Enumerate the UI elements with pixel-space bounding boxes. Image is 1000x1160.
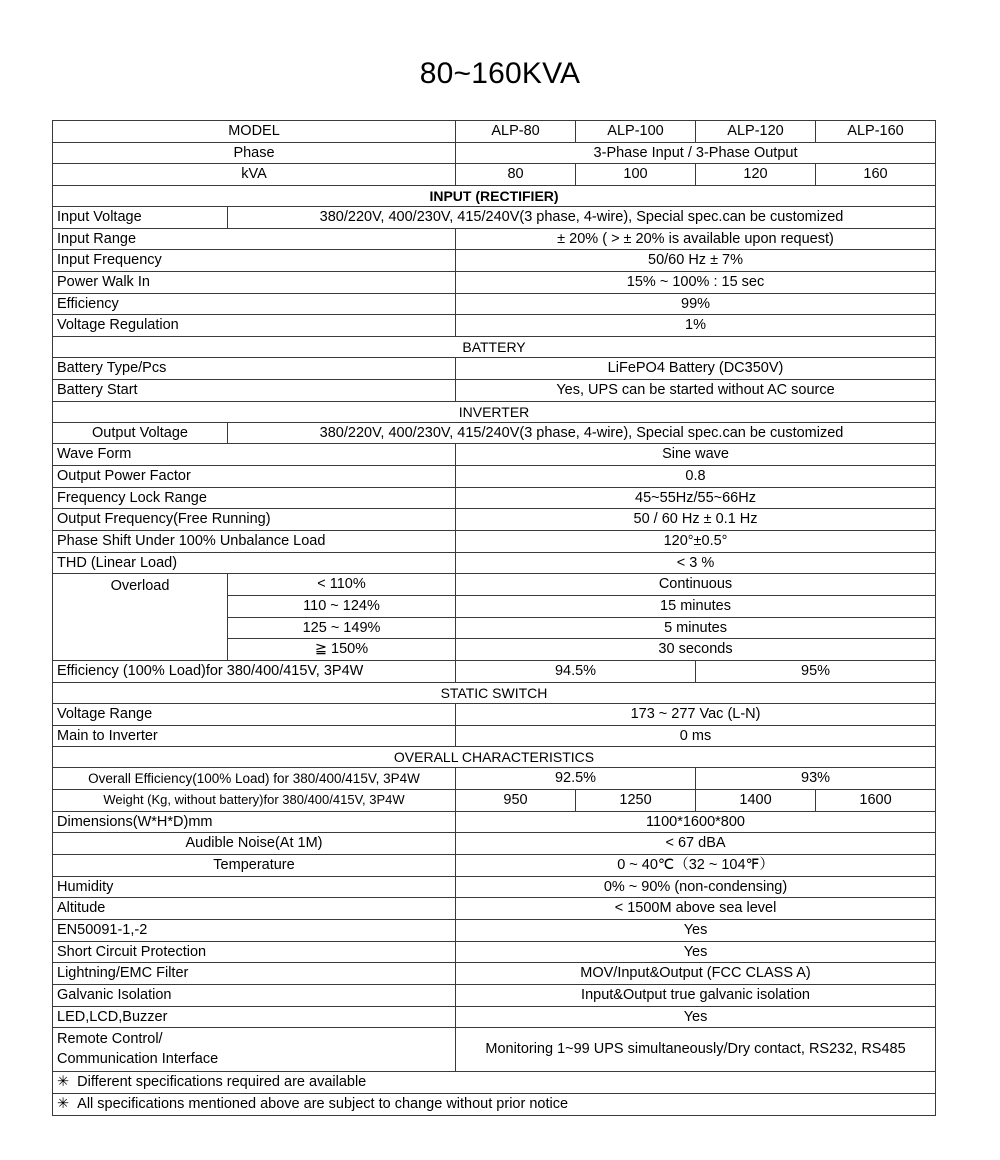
- model-col-1: ALP-80: [456, 121, 576, 143]
- row-value-ss-voltage-range: 173 ~ 277 Vac (L-N): [456, 703, 936, 725]
- kva-col-4: 160: [816, 164, 936, 186]
- row-value-wave-form: Sine wave: [456, 444, 936, 466]
- inverter-efficiency-value-1: 94.5%: [456, 661, 696, 683]
- table-row-lightning-emc-filter: [53, 963, 936, 985]
- section-header-battery: [53, 337, 936, 358]
- row-label-power-walk-in: Power Walk In: [53, 272, 456, 294]
- row-value-galvanic-isolation: Input&Output true galvanic isolation: [456, 984, 936, 1006]
- table-row-ss-voltage-range: [53, 703, 936, 725]
- row-label-thd: THD (Linear Load): [53, 552, 456, 574]
- row-value-altitude: < 1500M above sea level: [456, 898, 936, 920]
- row-value-output-voltage: 380/220V, 400/230V, 415/240V(3 phase, 4-wire), Special spec.can be customized: [228, 422, 936, 444]
- table-row-wave-form: [53, 444, 936, 466]
- table-row-weight: [53, 789, 936, 811]
- row-value-thd: < 3 %: [456, 552, 936, 574]
- note-2: [53, 1094, 936, 1116]
- row-label-output-frequency: Output Frequency(Free Running): [53, 509, 456, 531]
- specification-table: [52, 120, 936, 1116]
- table-row-led-lcd-buzzer: [53, 1006, 936, 1028]
- row-label-voltage-regulation: Voltage Regulation: [53, 315, 456, 337]
- row-value-main-to-inverter: 0 ms: [456, 725, 936, 747]
- overload-duration-4: 30 seconds: [456, 639, 936, 661]
- kva-col-1: 80: [456, 164, 576, 186]
- table-row-battery-start: [53, 379, 936, 401]
- row-label-main-to-inverter: Main to Inverter: [53, 725, 456, 747]
- row-label-remote-control: [53, 1028, 456, 1072]
- row-value-short-circuit-protection: Yes: [456, 941, 936, 963]
- table-row-phase: [53, 142, 936, 164]
- row-value-lightning-emc-filter: MOV/Input&Output (FCC CLASS A): [456, 963, 936, 985]
- section-header-static-switch: [53, 682, 936, 703]
- overall-efficiency-value-2: 93%: [696, 768, 936, 790]
- table-row-input-efficiency: [53, 293, 936, 315]
- row-value-voltage-regulation: 1%: [456, 315, 936, 337]
- table-row-temperature: [53, 854, 936, 876]
- overall-efficiency-value-1: 92.5%: [456, 768, 696, 790]
- row-label-audible-noise: Audible Noise(At 1M): [53, 833, 456, 855]
- row-value-input-frequency: 50/60 Hz ± 7%: [456, 250, 936, 272]
- row-label-weight: Weight (Kg, without battery)for 380/400/415V, 3P4W: [53, 789, 456, 811]
- phase-label: Phase: [53, 142, 456, 164]
- table-row-note-1: [53, 1072, 936, 1094]
- row-label-output-power-factor: Output Power Factor: [53, 466, 456, 488]
- section-header-inverter: [53, 401, 936, 422]
- table-row-main-to-inverter: [53, 725, 936, 747]
- row-label-overload: Overload: [53, 574, 228, 661]
- row-label-overall-efficiency: Overall Efficiency(100% Load) for 380/400/415V, 3P4W: [53, 768, 456, 790]
- row-label-phase-shift: Phase Shift Under 100% Unbalance Load: [53, 531, 456, 553]
- overload-duration-1: Continuous: [456, 574, 936, 596]
- model-label: MODEL: [53, 121, 456, 143]
- table-row-thd: [53, 552, 936, 574]
- row-value-dimensions: 1100*1600*800: [456, 811, 936, 833]
- row-value-humidity: 0% ~ 90% (non-condensing): [456, 876, 936, 898]
- table-row-remote-control: [53, 1028, 936, 1072]
- table-row-input-frequency: [53, 250, 936, 272]
- table-row-input-voltage: [53, 207, 936, 229]
- row-label-battery-start: Battery Start: [53, 379, 456, 401]
- note-1-mark: ✳: [57, 1074, 70, 1091]
- row-label-dimensions: Dimensions(W*H*D)mm: [53, 811, 456, 833]
- row-value-battery-type: LiFePO4 Battery (DC350V): [456, 358, 936, 380]
- kva-col-2: 100: [576, 164, 696, 186]
- table-row-voltage-regulation: [53, 315, 936, 337]
- row-label-humidity: Humidity: [53, 876, 456, 898]
- table-row-galvanic-isolation: [53, 984, 936, 1006]
- page-title: 80~160KVA: [419, 57, 581, 90]
- kva-label: kVA: [53, 164, 456, 186]
- section-header-overall: [53, 747, 936, 768]
- row-value-input-efficiency: 99%: [456, 293, 936, 315]
- table-row-humidity: [53, 876, 936, 898]
- section-label-inverter: INVERTER: [53, 401, 936, 422]
- table-row-overall-efficiency: [53, 768, 936, 790]
- overload-range-4: ≧ 150%: [228, 639, 456, 661]
- weight-col-4: 1600: [816, 789, 936, 811]
- weight-col-3: 1400: [696, 789, 816, 811]
- table-row-en50091: [53, 919, 936, 941]
- row-label-input-range: Input Range: [53, 228, 456, 250]
- table-row-short-circuit-protection: [53, 941, 936, 963]
- kva-col-3: 120: [696, 164, 816, 186]
- row-label-altitude: Altitude: [53, 898, 456, 920]
- table-row-dimensions: [53, 811, 936, 833]
- section-label-overall: OVERALL CHARACTERISTICS: [53, 747, 936, 768]
- section-label-battery: BATTERY: [53, 337, 936, 358]
- row-label-en50091: EN50091-1,-2: [53, 919, 456, 941]
- remote-control-label-line1: Remote Control/: [57, 1031, 163, 1048]
- section-header-input: [53, 186, 936, 207]
- overload-range-1: < 110%: [228, 574, 456, 596]
- table-row-frequency-lock-range: [53, 487, 936, 509]
- row-label-temperature: Temperature: [53, 854, 456, 876]
- section-label-static-switch: STATIC SWITCH: [53, 682, 936, 703]
- row-value-power-walk-in: 15% ~ 100% : 15 sec: [456, 272, 936, 294]
- row-label-inverter-efficiency: Efficiency (100% Load)for 380/400/415V, 3P4W: [53, 661, 456, 683]
- row-value-input-range: ± 20% ( > ± 20% is available upon request): [456, 228, 936, 250]
- table-row-model: [53, 121, 936, 143]
- inverter-efficiency-value-2: 95%: [696, 661, 936, 683]
- table-row-audible-noise: [53, 833, 936, 855]
- row-value-led-lcd-buzzer: Yes: [456, 1006, 936, 1028]
- row-label-input-efficiency: Efficiency: [53, 293, 456, 315]
- row-value-phase-shift: 120°±0.5°: [456, 531, 936, 553]
- overload-range-2: 110 ~ 124%: [228, 596, 456, 618]
- table-row-altitude: [53, 898, 936, 920]
- row-label-frequency-lock-range: Frequency Lock Range: [53, 487, 456, 509]
- row-value-temperature: 0 ~ 40℃（32 ~ 104℉）: [456, 854, 936, 876]
- row-label-battery-type: Battery Type/Pcs: [53, 358, 456, 380]
- row-label-short-circuit-protection: Short Circuit Protection: [53, 941, 456, 963]
- section-label-input: INPUT (RECTIFIER): [53, 186, 936, 207]
- table-row-power-walk-in: [53, 272, 936, 294]
- row-value-audible-noise: < 67 dBA: [456, 833, 936, 855]
- weight-col-1: 950: [456, 789, 576, 811]
- note-2-mark: ✳: [57, 1096, 70, 1113]
- row-value-frequency-lock-range: 45~55Hz/55~66Hz: [456, 487, 936, 509]
- table-row-output-power-factor: [53, 466, 936, 488]
- overload-range-3: 125 ~ 149%: [228, 617, 456, 639]
- row-label-wave-form: Wave Form: [53, 444, 456, 466]
- row-label-galvanic-isolation: Galvanic Isolation: [53, 984, 456, 1006]
- table-row-input-range: [53, 228, 936, 250]
- row-value-remote-control: Monitoring 1~99 UPS simultaneously/Dry contact, RS232, RS485: [456, 1028, 936, 1072]
- weight-col-2: 1250: [576, 789, 696, 811]
- phase-value: 3-Phase Input / 3-Phase Output: [456, 142, 936, 164]
- row-value-input-voltage: 380/220V, 400/230V, 415/240V(3 phase, 4-wire), Special spec.can be customized: [228, 207, 936, 229]
- row-value-battery-start: Yes, UPS can be started without AC source: [456, 379, 936, 401]
- model-col-4: ALP-160: [816, 121, 936, 143]
- row-label-input-frequency: Input Frequency: [53, 250, 456, 272]
- overload-duration-2: 15 minutes: [456, 596, 936, 618]
- table-row-inverter-efficiency: [53, 661, 936, 683]
- row-value-en50091: Yes: [456, 919, 936, 941]
- model-col-3: ALP-120: [696, 121, 816, 143]
- table-row-output-voltage: [53, 422, 936, 444]
- table-row-kva: [53, 164, 936, 186]
- overload-duration-3: 5 minutes: [456, 617, 936, 639]
- table-row-output-frequency: [53, 509, 936, 531]
- note-1-text: Different specifications required are available: [77, 1074, 367, 1091]
- row-label-led-lcd-buzzer: LED,LCD,Buzzer: [53, 1006, 456, 1028]
- table-row-battery-type: [53, 358, 936, 380]
- table-row-overload-1: [53, 574, 936, 596]
- table-row-phase-shift: [53, 531, 936, 553]
- row-label-output-voltage: Output Voltage: [53, 422, 228, 444]
- row-value-output-frequency: 50 / 60 Hz ± 0.1 Hz: [456, 509, 936, 531]
- remote-control-label-line2: Communication Interface: [57, 1050, 219, 1067]
- note-1: [53, 1072, 936, 1094]
- row-value-output-power-factor: 0.8: [456, 466, 936, 488]
- note-2-text: All specifications mentioned above are subject to change without prior notice: [77, 1096, 569, 1113]
- row-label-ss-voltage-range: Voltage Range: [53, 703, 456, 725]
- table-row-note-2: [53, 1094, 936, 1116]
- model-col-2: ALP-100: [576, 121, 696, 143]
- row-label-input-voltage: Input Voltage: [53, 207, 228, 229]
- row-label-lightning-emc-filter: Lightning/EMC Filter: [53, 963, 456, 985]
